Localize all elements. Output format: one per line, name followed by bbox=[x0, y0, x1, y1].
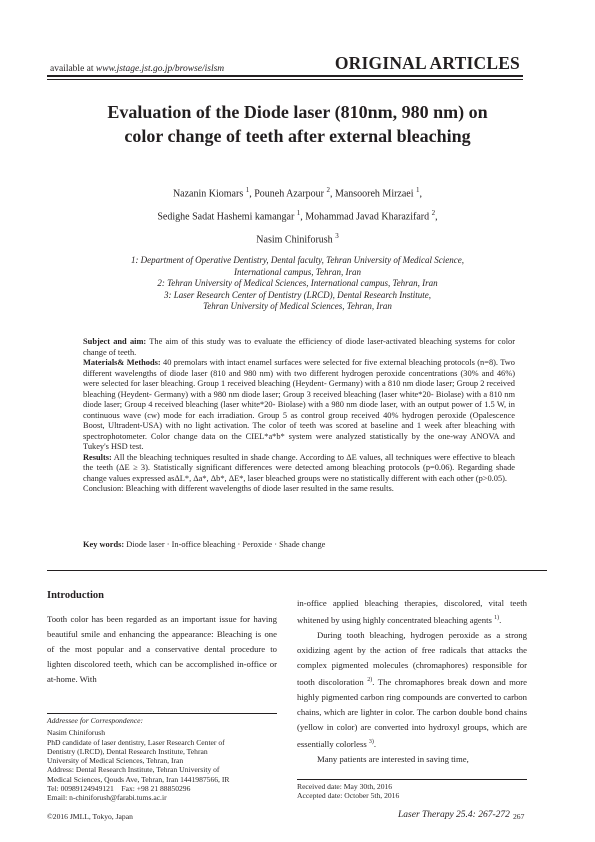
author-separator: , bbox=[249, 188, 255, 200]
correspondence-line: Dentistry (LRCD), Dental Research Institute, Tehran bbox=[47, 746, 208, 756]
title-line-1: Evaluation of the Diode laser (810nm, 980 nm) on bbox=[107, 102, 488, 122]
affiliation-mark: 2 bbox=[431, 208, 436, 217]
journal-citation: Laser Therapy 25.4: 267-272 bbox=[398, 810, 510, 820]
body-column-right bbox=[297, 596, 527, 767]
paragraph-text: The chromaphores break down and more highly pigmented carbon ring compounds are converted to carbon chains, which are lighter in color. The carbon double bond chains (yellow in color) are converted into hydroxyl groups, which are essentially colorless bbox=[297, 676, 528, 749]
copyright-notice: ©2016 JMLL, Tokyo, Japan bbox=[47, 812, 133, 821]
affiliation-line: Tehran University of Medical Sciences, Tehran, Iran bbox=[203, 301, 392, 311]
paragraph-text: in-office applied bleaching therapies, discolored, vital teeth whitened by using highly concentrated bleaching agents bbox=[297, 598, 527, 625]
correspondence-phone: Tel: 00989124949121 Fax: +98 21 88850296 bbox=[47, 784, 191, 794]
author-name: Nazanin Kiomars bbox=[172, 188, 244, 200]
page-number: 267 bbox=[513, 812, 525, 821]
author-line-3 bbox=[60, 227, 535, 250]
abstract-aim-text: The aim of this study was to evaluate the efficiency of diode laser-activated bleaching systems for color change of teeth. bbox=[83, 337, 515, 357]
author-list bbox=[60, 181, 535, 249]
introduction-heading: Introduction bbox=[47, 590, 104, 601]
correspondence-header: Addressee for Correspondence: bbox=[47, 716, 144, 725]
intro-paragraph-continued: in-office applied bleaching therapies, discolored, vital teeth whitened by using highly concentrated bleaching agents $^{1)}$. bbox=[297, 598, 527, 625]
abstract-methods-text: 40 premolars with intact enamel surfaces were selected for five external bleaching protocols (n=8). Two different wavelengths of diode laser (810 and 980 nm) with two different hydrogen peroxide concentrations (30% and 46%) were selected for laser bleaching. Group 1 received bleaching (Heydent- Germany) with a 810 nm diode laser; Group 2 received bleaching (Heydent- Germany) with a 980 nm diode laser; Group 3 received bleaching (laser white*20- Biolase) with a 810 nm diode laser; Group 4 received bleaching (laser white*20- Biolase) with a 980 nm diode laser, with an output power of 1.5 W, in continuous wave (cw) mode for each irradiation. Group 5 as control group received 40% hydrogen peroxide (Opalescence Boost, Ultradent-USA) with no light activation. The color of teeth was scored at baseline and 1 week after bleaching with spectrophotometer. Color change data on the CIEL*a*b* system were analyzed statistically by the one-way ANOVA and Tukey's HSD test. bbox=[83, 358, 515, 451]
affiliation-line: 3: Laser Research Center of Dentistry (LRCD), Dental Research Institute, bbox=[163, 289, 432, 300]
journal-url-link[interactable]: www.jstage.jst.go.jp/browse/islsm bbox=[95, 64, 225, 74]
received-date: Received date: May 30th, 2016 bbox=[297, 782, 393, 791]
correspondence-line: University of Medical Sciences, Tehran, Iran bbox=[47, 756, 184, 766]
affiliation-line: 2: Tehran University of Medical Sciences, International campus, Tehran, Iran bbox=[157, 278, 438, 288]
affiliations bbox=[60, 255, 535, 313]
dates-rule bbox=[297, 779, 527, 780]
header-rule bbox=[47, 75, 523, 77]
author-separator: , bbox=[419, 188, 423, 200]
affiliation-mark: 1 bbox=[245, 186, 250, 194]
correspondence-line: Nasim Chiniforush bbox=[47, 728, 106, 738]
abstract-conclusion: Conclusion: Bleaching with different wavelengths of diode laser resulted in the same results. bbox=[83, 484, 394, 493]
availability-prefix: available at bbox=[50, 64, 94, 74]
affiliation-mark: 1 bbox=[296, 208, 301, 217]
affiliation-mark: 2 bbox=[326, 186, 330, 194]
author-name: Mohammad Javad Kharazifard bbox=[305, 211, 430, 223]
author-name: Mansooreh Mirzaei bbox=[334, 188, 414, 200]
abstract-aim-label: Subject and aim: bbox=[83, 337, 147, 346]
abstract-results-text: All the bleaching techniques resulted in shade change. According to ΔE values, all techniques were effective to bleach the teeth (ΔE ≥ 3). Statistically significant differences were detected among bleaching protocols (p=0.06). Regarding shade change values expressed asΔL*, Δa*, Δb*, ΔE*, laser bleached groups were no statistically different with each other (p>0.05). bbox=[83, 452, 515, 483]
author-line-2 bbox=[60, 204, 535, 227]
abstract-methods bbox=[83, 358, 515, 453]
author-line-1 bbox=[60, 181, 535, 204]
correspondence-line: PhD candidate of laser dentistry, Laser Research Center of bbox=[47, 737, 225, 747]
correspondence-email[interactable]: Email: n-chiniforush@farabi.tums.ac.ir bbox=[47, 793, 167, 803]
correspondence-block bbox=[47, 716, 279, 803]
paragraph-text: During tooth bleaching, hydrogen peroxide as a strong oxidizing agent by the action of free radicals that attacks the complex pigmented molecules (chromaphores) responsible for tooth discoloration bbox=[297, 629, 527, 687]
abstract-aim bbox=[83, 337, 515, 358]
availability-line bbox=[50, 64, 224, 74]
title-line-2: color change of teeth after external bleaching bbox=[124, 126, 471, 146]
correspondence-rule bbox=[47, 713, 277, 714]
author-separator: , bbox=[329, 188, 335, 200]
affiliation-mark: 3 bbox=[335, 231, 339, 240]
intro-paragraph-3: Many patients are interested in saving time, bbox=[317, 753, 469, 764]
keywords-text: Diode laser · In-office bleaching · Peroxide · Shade change bbox=[124, 540, 326, 549]
abstract bbox=[83, 337, 515, 495]
author-name: Nasim Chiniforush bbox=[256, 233, 333, 245]
abstract-results-label: Results: bbox=[83, 452, 112, 462]
abstract-methods-label: Materials& Methods: bbox=[83, 358, 161, 367]
affiliation-line: International campus, Tehran, Iran bbox=[234, 266, 361, 277]
body-column-left bbox=[47, 612, 277, 687]
section-divider bbox=[47, 570, 547, 571]
author-name: Pouneh Azarpour bbox=[254, 188, 324, 200]
citation-ref: 3) bbox=[368, 738, 374, 745]
affiliation-mark: 1 bbox=[416, 186, 420, 194]
accepted-date: Accepted date: October 5th, 2016 bbox=[297, 791, 400, 801]
dates-block bbox=[297, 782, 529, 801]
citation-ref: 1) bbox=[494, 615, 500, 621]
author-separator: , bbox=[300, 211, 306, 223]
citation-ref: 2) bbox=[367, 676, 373, 683]
keywords-label: Key words: bbox=[83, 540, 125, 549]
section-label: ORIGINAL ARTICLES bbox=[334, 53, 520, 73]
affiliation-line: 1: Department of Operative Dentistry, Dental faculty, Tehran University of Medical Science, bbox=[130, 255, 465, 265]
article-title bbox=[60, 100, 535, 148]
intro-paragraph-1: Tooth color has been regarded as an important issue for having beautiful smile and enhancing the appearance: Bleaching is one of the most popular and a conservative dental procedure to lighten discolored teeth, which can be accomplished in-office or at-home. With bbox=[47, 614, 277, 684]
author-separator: , bbox=[435, 211, 438, 223]
keywords bbox=[83, 540, 515, 549]
author-name: Sedighe Sadat Hashemi kamangar bbox=[157, 211, 295, 223]
correspondence-line: Address: Dental Research Institute, Tehran University of bbox=[47, 765, 220, 775]
intro-paragraph-2: During tooth bleaching, hydrogen peroxide as a strong oxidizing agent by the action of free radicals that attacks the complex pigmented molecules (chromaphores) responsible for tooth discoloration $^{2)}$. The chromaphores break down and more highly pigmented carbon ring compounds are converted to carbon chains, which are lighter in color. The carbon double bond chains (yellow in color) are converted into hydroxyl groups, which are essentially colorless $^{3)}$. bbox=[297, 629, 528, 749]
correspondence-line: Medical Sciences, Qouds Ave, Tehran, Iran 1441987566, IR bbox=[47, 774, 230, 784]
abstract-results bbox=[83, 453, 515, 485]
header-rule-thin bbox=[47, 79, 523, 80]
